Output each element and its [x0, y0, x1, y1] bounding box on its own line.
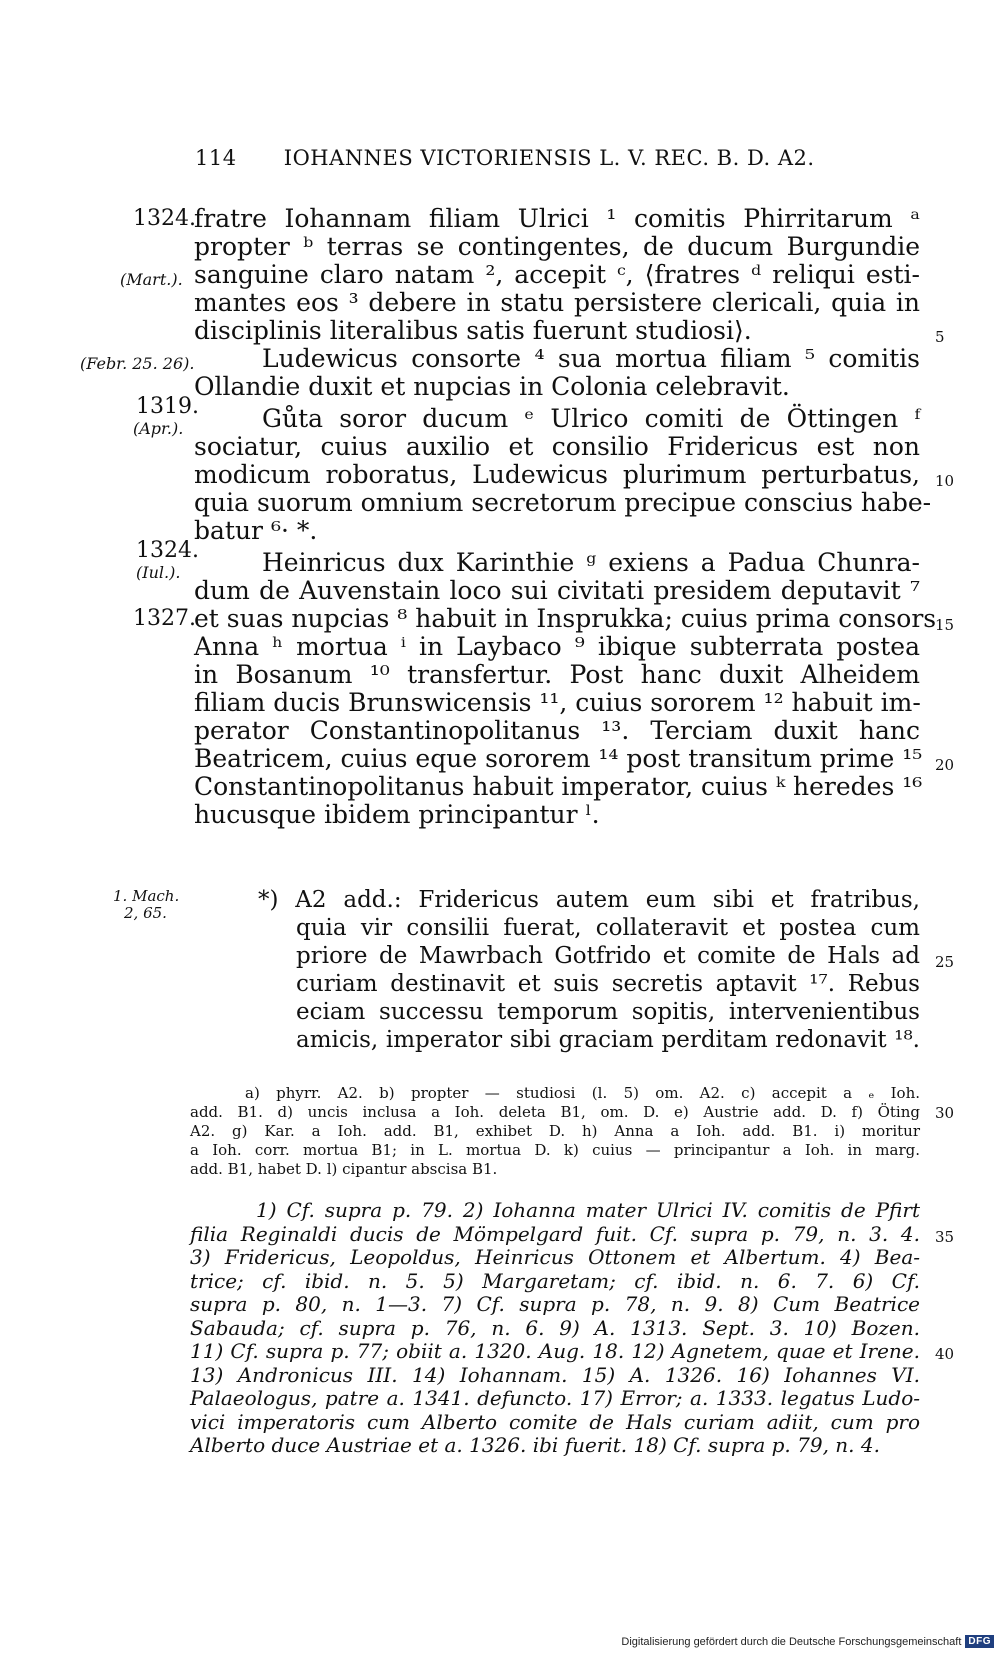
text-content: hucusque ibidem principantur ˡ.: [194, 800, 600, 829]
apparatus-line: add. B1, habet D. l) cipantur abscisa B1.: [190, 1160, 498, 1178]
text-line: [0, 605, 1000, 634]
text-line: [0, 773, 1000, 802]
text-content: batur ⁶· *.: [194, 516, 318, 545]
apparatus-line: A2. g) Kar. a Ioh. add. B1, exhibet D. h) Anna a Ioh. add. B1. i) moritur: [190, 1122, 920, 1140]
apparatus-line: a Ioh. corr. mortua B1; in L. mortua D. k) cuius — principantur a Ioh. in marg.: [190, 1141, 920, 1159]
text-line: [0, 489, 1000, 518]
line-number: 30: [935, 1104, 955, 1122]
digitization-credit: [621, 1635, 994, 1648]
text-line: [0, 970, 1000, 999]
running-header: [195, 146, 835, 170]
page-number: 114: [195, 146, 237, 170]
text-line: [0, 394, 1000, 438]
line-number: 20: [935, 756, 955, 774]
apparatus-line: add. B1. d) uncis inclusa a Ioh. deleta B1, om. D. e) Austrie add. D. f) Öting: [190, 1103, 920, 1121]
text-line: [0, 433, 1000, 462]
margin-date: (Iul.).: [136, 563, 181, 582]
line-number: 25: [935, 953, 955, 971]
credit-text: Digitalisierung gefördert durch die Deutsche Forschungsgemeinschaft: [621, 1635, 962, 1648]
footnote-line: 11) Cf. supra p. 77; obiit a. 1320. Aug. 18. 12) Agnetem, quae et Irene.: [190, 1339, 920, 1363]
text-line: [0, 633, 1000, 662]
line-number: 5: [935, 328, 945, 346]
footnote-line: trice; cf. ibid. n. 5. 5) Margaretam; cf. ibid. n. 6. 7. 6) Cf.: [190, 1268, 920, 1293]
text-content: quia suorum omnium secretorum precipue conscius habe-: [194, 488, 932, 517]
text-line: [0, 261, 1000, 290]
text-content: filiam ducis Brunswicensis ¹¹, cuius sororem ¹² habuit im-: [194, 688, 921, 717]
text-line: [0, 886, 1000, 915]
text-content: Anna ʰ mortua ⁱ in Laybaco ⁹ ibique subterrata postea: [194, 632, 920, 661]
margin-date: (Febr. 25. 26).: [80, 354, 195, 373]
footnote-line: 13) Andronicus III. 14) Iohannam. 15) A. 1326. 16) Iohannes VI.: [190, 1362, 920, 1387]
text-line: [0, 717, 1000, 746]
text-content: amicis, imperator sibi graciam perditam redonavit ¹⁸.: [296, 1027, 920, 1053]
text-line: [0, 1026, 1000, 1055]
text-line: [0, 745, 1000, 774]
margin-year: 1327.: [133, 606, 196, 631]
text-line: [0, 205, 1000, 234]
text-content: eciam successu temporum sopitis, intervenientibus: [296, 999, 920, 1025]
text-line: [0, 914, 1000, 943]
apparatus-line: a) phyrr. A2. b) propter — studiosi (l. 5) om. A2. c) accepit a ₑ Ioh.: [245, 1084, 920, 1102]
text-line: [0, 942, 1000, 971]
text-content: modicum roboratus, Ludewicus plurimum perturbatus,: [194, 460, 920, 489]
footnote-line: Palaeologus, patre a. 1341. defuncto. 17) Error; a. 1333. legatus Ludo-: [190, 1386, 920, 1410]
margin-date: (Mart.).: [120, 270, 183, 289]
text-line: [0, 461, 1000, 490]
text-content: priore de Mawrbach Gotfrido et comite de Hals ad: [296, 943, 920, 969]
text-line: [0, 998, 1000, 1027]
text-line: [0, 317, 1000, 346]
footnote-line: supra p. 80, n. 1—3. 7) Cf. supra p. 78, n. 9. 8) Cum Beatrice: [190, 1292, 920, 1316]
dfg-logo: DFG: [965, 1635, 994, 1648]
text-content: perator Constantinopolitanus ¹³. Terciam duxit hanc: [194, 716, 920, 745]
text-content: sociatur, cuius auxilio et consilio Fridericus est non: [194, 432, 920, 461]
line-number: 15: [935, 616, 955, 634]
text-content: Ollandie duxit et nupcias in Colonia celebravit.: [194, 372, 790, 401]
text-content: disciplinis literalibus satis fuerunt studiosi⟩.: [194, 316, 752, 345]
footnote-line: vici imperatoris cum Alberto comite de Hals curiam adiit, cum pro: [190, 1409, 920, 1434]
text-content: Gůta soror ducum ᵉ Ulrico comiti de Öttingen ᶠ: [262, 404, 920, 433]
text-content: et suas nupcias ⁸ habuit in Insprukka; cuius prima consors: [194, 604, 937, 633]
text-line: [0, 801, 1000, 830]
text-line: [0, 661, 1000, 690]
footnote-line: filia Reginaldi ducis de Mömpelgard fuit. Cf. supra p. 79, n. 3. 4.: [190, 1221, 920, 1246]
text-line: [0, 538, 1000, 582]
text-line: [0, 233, 1000, 262]
text-content: Constantinopolitanus habuit imperator, cuius ᵏ heredes ¹⁶: [194, 772, 923, 801]
text-line: [0, 689, 1000, 718]
line-number: 40: [935, 1345, 955, 1363]
text-content: in Bosanum ¹⁰ transfertur. Post hanc duxit Alheidem: [194, 660, 920, 689]
text-line: [0, 345, 1000, 374]
line-number: 35: [935, 1228, 955, 1246]
text-content: Heinricus dux Karinthie ᵍ exiens a Padua Chunra-: [262, 548, 920, 577]
footnote-line: 3) Fridericus, Leopoldus, Heinricus Ottonem et Albertum. 4) Bea-: [190, 1245, 920, 1269]
footnote-line: 1) Cf. supra p. 79. 2) Iohanna mater Ulrici IV. comitis de Pfirt: [256, 1198, 920, 1222]
line-number: 10: [935, 472, 955, 490]
footnote-line: Sabauda; cf. supra p. 76, n. 6. 9) A. 1313. Sept. 3. 10) Bozen.: [190, 1315, 920, 1340]
text-content: sanguine claro natam ², accepit ᶜ, ⟨fratres ᵈ reliqui esti-: [194, 260, 920, 289]
text-content: *) A2 add.: Fridericus autem eum sibi et fratribus,: [258, 887, 920, 913]
running-title: IOHANNES VICTORIENSIS L. V. REC. B. D. A2.: [283, 146, 815, 170]
text-content: mantes eos ³ debere in statu persistere clericali, quia in: [194, 288, 920, 317]
margin-year: 1324.: [133, 206, 196, 231]
margin-reference: 1. Mach.: [113, 887, 180, 905]
margin-reference: 2, 65.: [124, 904, 167, 922]
text-content: fratre Iohannam filiam Ulrici ¹ comitis Phirritarum ᵃ: [194, 204, 920, 233]
text-content: Beatricem, cuius eque sororem ¹⁴ post transitum prime ¹⁵: [194, 744, 923, 773]
text-line: [0, 289, 1000, 318]
footnote-line: Alberto duce Austriae et a. 1326. ibi fuerit. 18) Cf. supra p. 79, n. 4.: [190, 1433, 880, 1457]
margin-date: (Apr.).: [133, 419, 184, 438]
text-content: curiam destinavit et suis secretis aptavit ¹⁷. Rebus: [296, 971, 920, 997]
text-content: Ludewicus consorte ⁴ sua mortua filiam ⁵ comitis: [262, 344, 920, 373]
margin-year: 1324.: [136, 538, 199, 563]
text-content: quia vir consilii fuerat, collateravit et postea cum: [296, 915, 920, 941]
margin-year: 1319.: [136, 394, 199, 419]
text-line: [0, 577, 1000, 606]
text-content: propter ᵇ terras se contingentes, de ducum Burgundie: [194, 232, 920, 261]
text-content: dum de Auvenstain loco sui civitati presidem deputavit ⁷: [194, 576, 920, 605]
